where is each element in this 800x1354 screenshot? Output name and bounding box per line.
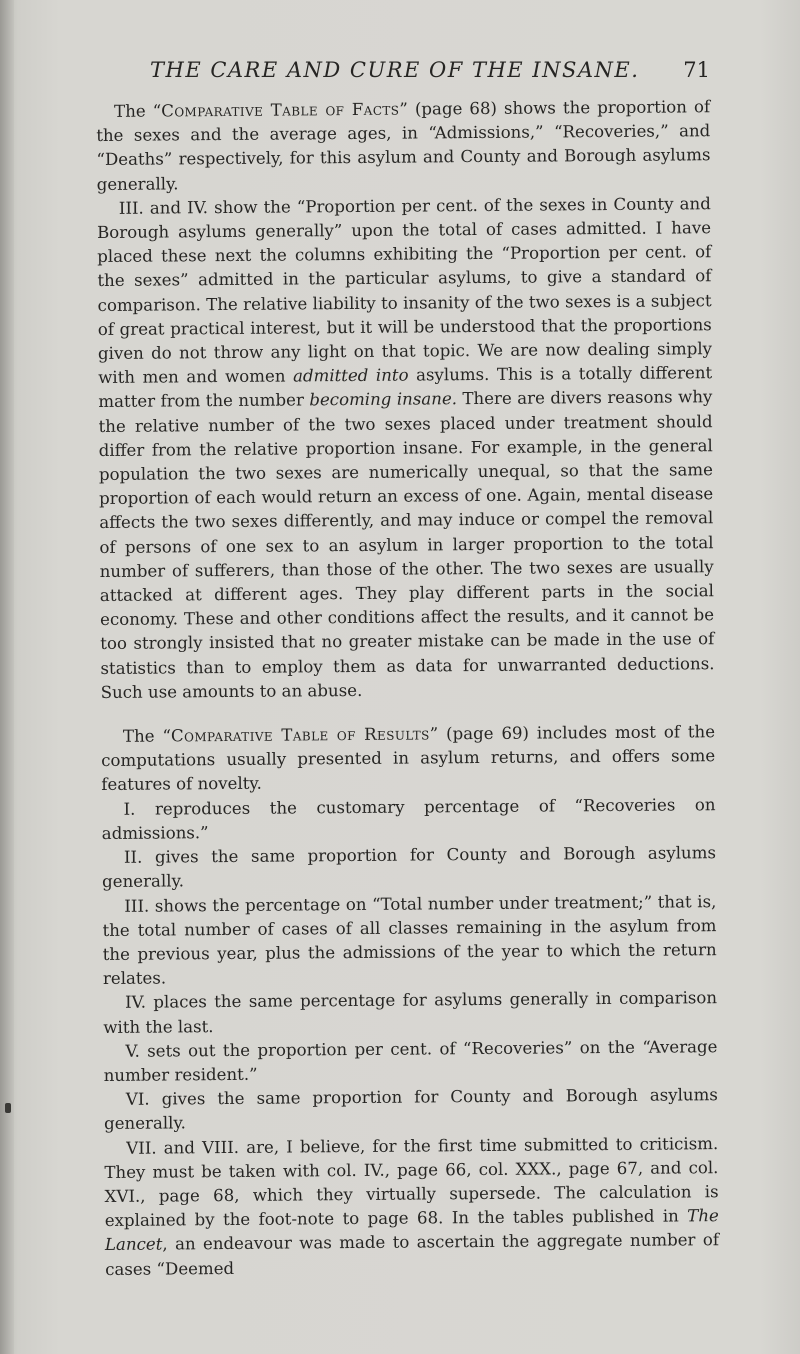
text-run: ” (page 69) includes most of the computations usually presented in asylum returns, and offers some features of novelty.	[101, 722, 716, 795]
text-run: , an endeavour was made to ascertain the aggregate number of cases “Deemed	[105, 1230, 720, 1279]
text-run: VI. gives the same proportion for County and Borough asylums generally.	[103, 1085, 718, 1134]
text-run: III. shows the percentage on “Total number under treatment;” that is, the total number of cases of all classes remaining in the asylum from the previous year, plus the admissions of the year to which the return relates.	[102, 891, 717, 989]
paragraph	[96, 95, 711, 197]
text-run: ” (page 68) shows the proportion of the sexes and the average ages, in “Admissions,” “Recoveries,” and “Deaths” respectively, for this asylum and County and Borough asylums generally.	[96, 97, 711, 194]
italic-text: The Lancet	[104, 1206, 719, 1255]
paragraph	[102, 841, 716, 894]
text-run: V. sets out the proportion per cent. of “Recoveries” on the “Average number resident.”	[103, 1036, 718, 1085]
page-number: 71	[683, 58, 710, 82]
paragraph	[103, 986, 717, 1039]
margin-ink-mark	[5, 1103, 11, 1113]
text-run: IV. places the same percentage for asylums generally in comparison with the last.	[103, 988, 718, 1037]
paragraph	[103, 1035, 717, 1088]
text-run: I. reproduces the customary percentage of “Recoveries on admissions.”	[101, 794, 716, 843]
body-text	[96, 95, 720, 1330]
paragraph	[104, 1083, 718, 1136]
table-title-smallcaps: Comparative Table of Results	[170, 724, 430, 746]
text-run: asylums. This is a totally different matter from the number	[98, 363, 713, 412]
text-run: The “	[122, 726, 172, 746]
running-title: THE CARE AND CURE OF THE INSANE.	[150, 58, 640, 82]
paragraph	[101, 720, 716, 797]
text-run: VII. and VIII. are, I believe, for the first time submitted to criticism. They must be taken with col. IV., page 66, col. XXX., page 67, and col. XVI., page 68, which they virtually supersede. The calculation is explained by the foot-note to page 68. In the tables published in	[104, 1133, 719, 1231]
page-header	[150, 58, 710, 88]
table-title-smallcaps: Comparative Table of Facts	[161, 99, 400, 121]
page-spine-shadow	[0, 0, 14, 1354]
italic-text: becoming insane.	[309, 389, 458, 410]
text-run: There are divers reasons why the relative number of the two sexes placed under treatment should differ from the relative proportion insane. For example, in the general population the two sexes are numerically unequal, so that the same proportion of each would return an excess of one. Again, mental disease affects the two sexes differently, and may induce or compel the removal of persons of one sex to an asylum in larger proportion to the total number of sufferers, than those of the other. The two sexes are usually attacked at different ages. They play different parts in the social economy. These and other conditions affect the results, and it cannot be too strongly insisted that no greater mistake can be made in the use of statistics than to employ them as data for unwarranted deductions. Such use amounts to an abuse.	[98, 387, 715, 702]
paragraph	[97, 192, 715, 705]
paragraph	[101, 793, 715, 846]
text-run: The “	[114, 101, 162, 121]
text-run: III. and IV. show the “Proportion per cent. of the sexes in County and Borough asylums generally” upon the total of cases admitted. I have placed these next the columns exhibiting the “Proportion per cent. of the sexes” admitted in the particular asylums, to give a standard of comparison. The relative liability to insanity of the two sexes is a subject of great practical interest, but it will be understood that the proportions given do not throw any light on that topic. We are now dealing simply with men and women	[96, 193, 713, 388]
paragraph	[102, 890, 717, 992]
italic-text: admitted into	[292, 365, 409, 386]
paragraph	[104, 1132, 719, 1282]
text-run: II. gives the same proportion for County and Borough asylums generally.	[102, 843, 717, 892]
